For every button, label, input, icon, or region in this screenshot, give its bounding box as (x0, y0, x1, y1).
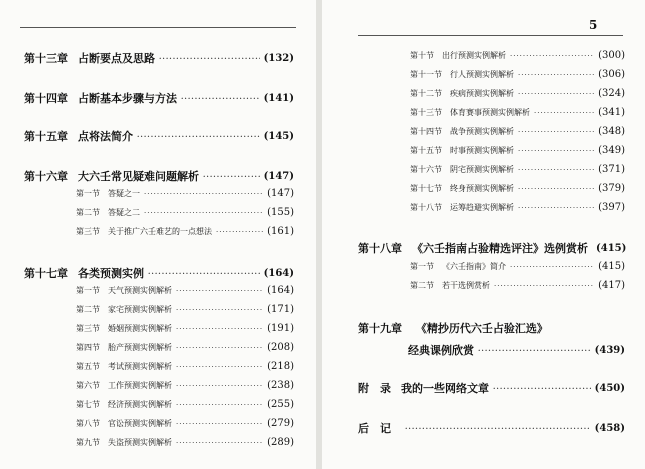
section-label: 第十八节 (410, 203, 442, 212)
page-ref: (279) (267, 418, 294, 429)
page-ref: (164) (267, 285, 294, 296)
toc-entry[interactable] (358, 240, 625, 256)
toc-entry[interactable] (76, 285, 294, 296)
page-ref: (238) (267, 380, 294, 391)
section-label: 第十四节 (410, 127, 442, 136)
leader-dots (518, 147, 594, 155)
leader-dots (176, 363, 263, 371)
section-label: 第三节 (76, 227, 100, 236)
section-title: 终身预测实例解析 (450, 184, 514, 193)
chapter-label: 第十三章 (24, 52, 68, 65)
page-ref: (208) (267, 342, 294, 353)
section-title: 家宅预测实例解析 (108, 305, 172, 314)
toc-entry[interactable] (24, 265, 294, 281)
page-ref: (371) (598, 164, 625, 175)
section-label: 第九节 (76, 438, 100, 447)
appendix-title: 我的一些网络文章 (401, 382, 489, 395)
chapter-label: 第十五章 (24, 130, 68, 143)
section-title: 战争预测实例解析 (450, 127, 514, 136)
toc-entry[interactable] (76, 380, 294, 391)
section-title: 经济预测实例解析 (108, 400, 172, 409)
section-label: 第十三节 (410, 108, 442, 117)
section-label: 第四节 (76, 343, 100, 352)
section-label: 第三节 (76, 324, 100, 333)
chapter-label: 第十四章 (24, 92, 68, 105)
section-title: 阴宅预测实例解析 (450, 165, 514, 174)
section-label: 第十七节 (410, 184, 442, 193)
section-label: 第一节 (410, 262, 434, 271)
section-label: 第五节 (76, 362, 100, 371)
leader-dots (176, 325, 263, 333)
afterword-label: 后 记 (358, 422, 391, 435)
section-title: 疾病预测实例解析 (450, 89, 514, 98)
left-page (0, 0, 316, 469)
leader-dots (176, 439, 263, 447)
page-ref: (306) (598, 69, 625, 80)
page-ref: (132) (263, 52, 294, 64)
toc-entry[interactable] (76, 304, 294, 315)
leader-dots (148, 269, 260, 278)
leader-dots (518, 128, 594, 136)
section-title: 工作预测实例解析 (108, 381, 172, 390)
chapter-label: 第十九章 (358, 322, 402, 335)
toc-entry[interactable] (410, 50, 625, 61)
toc-entry[interactable] (24, 168, 294, 184)
leader-dots (176, 306, 263, 314)
page-ref: (417) (598, 280, 625, 291)
toc-entry[interactable] (410, 126, 625, 137)
page-ref: (255) (267, 399, 294, 410)
section-title: 失盗预测实例解析 (108, 438, 172, 447)
page-ref: (161) (267, 226, 294, 237)
page-ref: (379) (598, 183, 625, 194)
leader-dots (518, 185, 594, 193)
page-ref: (415) (596, 242, 627, 254)
page-ref: (155) (267, 207, 294, 218)
toc-entry[interactable] (358, 380, 625, 396)
toc-entry[interactable] (408, 342, 625, 358)
leader-dots (176, 420, 263, 428)
chapter-title: 各类预测实例 (78, 267, 144, 280)
toc-entry[interactable] (410, 261, 625, 272)
toc-entry[interactable] (410, 164, 625, 175)
page-ref: (191) (267, 323, 294, 334)
leader-dots (405, 424, 591, 433)
section-label: 第一节 (76, 286, 100, 295)
page-ref: (218) (267, 361, 294, 372)
page-ref: (397) (598, 202, 625, 213)
section-title: 运筹趋避实例解析 (450, 203, 514, 212)
leader-dots (518, 204, 594, 212)
leader-dots (181, 94, 260, 103)
leader-dots (510, 263, 594, 271)
leader-dots (493, 384, 591, 393)
leader-dots (144, 190, 263, 198)
leader-dots (518, 166, 594, 174)
toc-entry[interactable] (24, 90, 294, 106)
page-ref: (300) (598, 50, 625, 61)
page-ref: (289) (267, 437, 294, 448)
section-title: 行人预测实例解析 (450, 70, 514, 79)
toc-entry[interactable] (410, 280, 625, 291)
toc-entry[interactable] (76, 361, 294, 372)
page-ref: (171) (267, 304, 294, 315)
leader-dots (137, 132, 260, 141)
leader-dots (159, 54, 260, 63)
leader-dots (494, 282, 594, 290)
appendix-label: 附 录 (358, 382, 391, 395)
section-title: 若干选例赏析 (442, 281, 490, 290)
page-ref: (415) (598, 261, 625, 272)
leader-dots (518, 71, 594, 79)
section-label: 第六节 (76, 381, 100, 390)
chapter-title: 大六壬常见疑难问题解析 (78, 170, 199, 183)
leader-dots (534, 109, 594, 117)
leader-dots (176, 401, 263, 409)
section-label: 第二节 (410, 281, 434, 290)
chapter-label: 第十七章 (24, 267, 68, 280)
leader-dots (176, 382, 263, 390)
leader-dots (216, 228, 263, 236)
section-title: 婚姻预测实例解析 (108, 324, 172, 333)
chapter-title: 点将法简介 (78, 130, 133, 143)
toc-entry[interactable] (76, 226, 294, 237)
toc-entry[interactable] (76, 323, 294, 334)
page-number: 5 (589, 18, 598, 32)
toc-entry[interactable] (410, 183, 625, 194)
chapter-title: 《六壬指南占验精选评注》选例赏析 (412, 242, 588, 255)
section-title: 答疑之二 (108, 208, 140, 217)
chapter-title: 占断基本步骤与方法 (78, 92, 177, 105)
chapter-label: 第十六章 (24, 170, 68, 183)
section-label: 第十节 (410, 51, 434, 60)
header-rule (20, 27, 296, 28)
page-ref: (348) (598, 126, 625, 137)
toc-entry[interactable] (76, 342, 294, 353)
page-ref: (324) (598, 88, 625, 99)
chapter-title-continued: 经典课例欣赏 (408, 344, 474, 357)
section-title: 体育赛事预测实例解析 (450, 108, 530, 117)
section-title: 考试预测实例解析 (108, 362, 172, 371)
toc-entry[interactable] (76, 188, 294, 199)
toc-entry[interactable] (410, 107, 625, 118)
chapter-label: 第十八章 (358, 242, 402, 255)
leader-dots (203, 172, 260, 181)
leader-dots (144, 209, 263, 217)
leader-dots (518, 90, 594, 98)
page-ref: (147) (267, 188, 294, 199)
page-ref: (141) (263, 92, 294, 104)
toc-entry[interactable] (24, 128, 294, 144)
section-label: 第八节 (76, 419, 100, 428)
toc-entry[interactable] (24, 50, 294, 66)
section-title: 关于推广六壬难艺的一点想法 (108, 227, 212, 236)
section-label: 第十二节 (410, 89, 442, 98)
toc-entry-head[interactable] (358, 320, 548, 336)
toc-entry[interactable] (76, 418, 294, 429)
leader-dots (510, 52, 594, 60)
section-title: 《六壬指南》简介 (442, 262, 506, 271)
section-title: 胎产预测实例解析 (108, 343, 172, 352)
page-ref: (458) (594, 422, 625, 434)
toc-entry[interactable] (410, 88, 625, 99)
chapter-title: 占断要点及思路 (78, 52, 155, 65)
section-title: 时事预测实例解析 (450, 146, 514, 155)
leader-dots (478, 346, 591, 355)
leader-dots (176, 287, 263, 295)
toc-entry[interactable] (410, 145, 625, 156)
section-label: 第一节 (76, 189, 100, 198)
section-label: 第十一节 (410, 70, 442, 79)
leader-dots (176, 344, 263, 352)
page-ref: (341) (598, 107, 625, 118)
section-label: 第七节 (76, 400, 100, 409)
toc-entry[interactable] (76, 399, 294, 410)
page-ref: (147) (263, 170, 294, 182)
section-title: 出行预测实例解析 (442, 51, 506, 60)
toc-entry[interactable] (76, 207, 294, 218)
section-title: 答疑之一 (108, 189, 140, 198)
toc-entry[interactable] (410, 69, 625, 80)
page-ref: (164) (263, 267, 294, 279)
toc-entry[interactable] (358, 420, 625, 436)
header-rule (358, 35, 623, 36)
section-label: 第十六节 (410, 165, 442, 174)
toc-entry[interactable] (76, 437, 294, 448)
page-ref: (439) (594, 344, 625, 356)
section-title: 官讼预测实例解析 (108, 419, 172, 428)
toc-entry[interactable] (410, 202, 625, 213)
section-title: 天气预测实例解析 (108, 286, 172, 295)
page-ref: (145) (263, 130, 294, 142)
section-label: 第二节 (76, 305, 100, 314)
page-ref: (349) (598, 145, 625, 156)
chapter-title: 《精抄历代六壬占验汇选》 (415, 322, 548, 335)
section-label: 第二节 (76, 208, 100, 217)
right-page (322, 0, 645, 469)
section-label: 第十五节 (410, 146, 442, 155)
page-ref: (450) (594, 382, 625, 394)
